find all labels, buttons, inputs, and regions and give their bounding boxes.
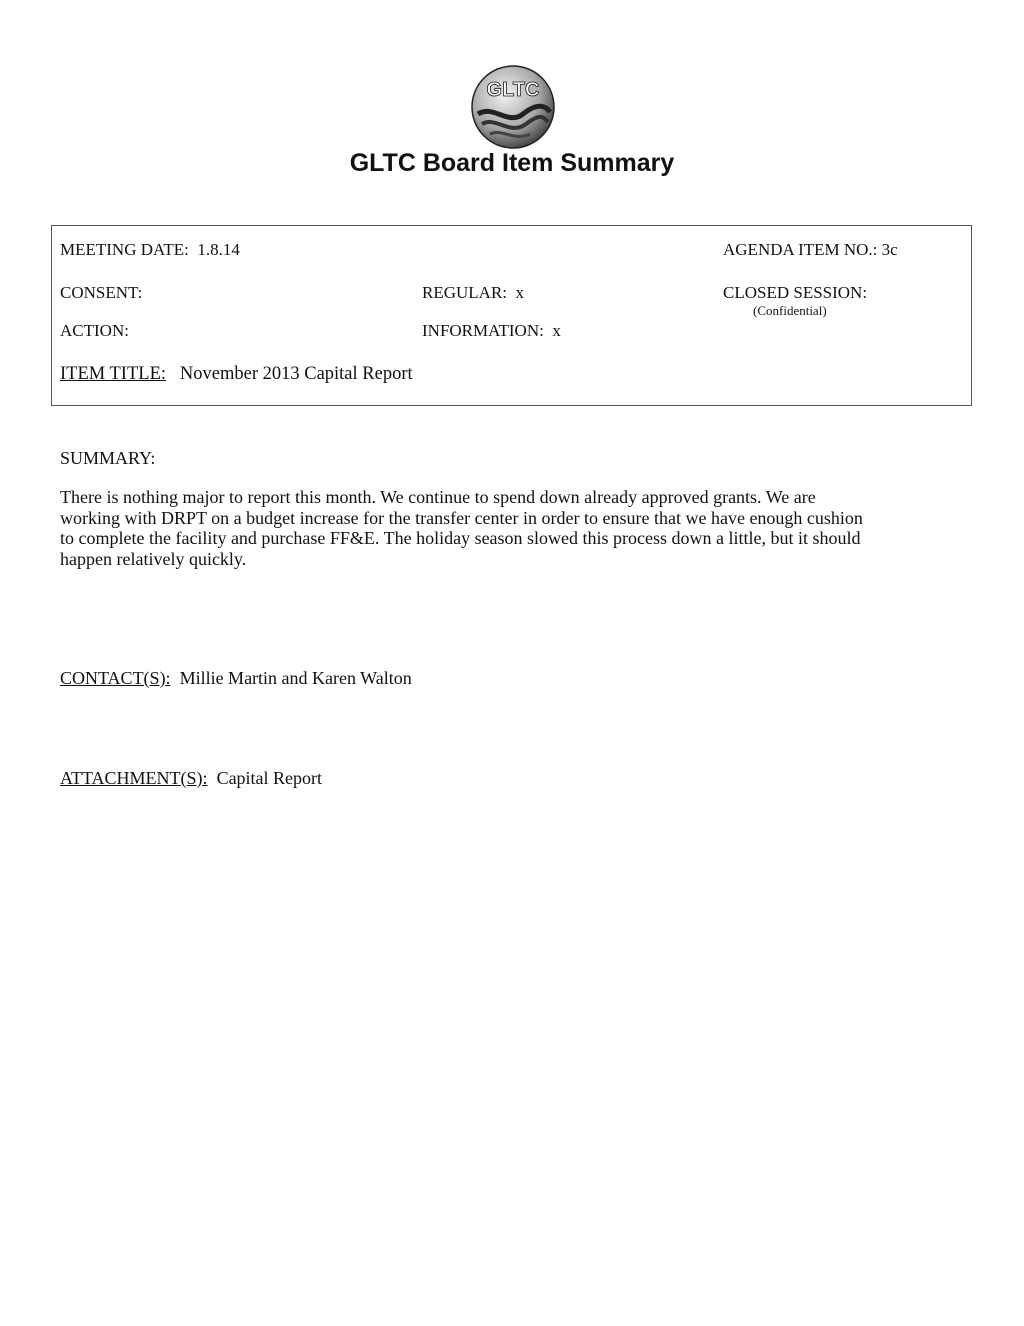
meeting-date-label: MEETING DATE: [60, 240, 189, 259]
agenda-item [723, 239, 898, 261]
attachments [60, 767, 322, 789]
action-field [60, 320, 129, 342]
consent-field [60, 282, 142, 304]
regular-label: REGULAR: [422, 283, 507, 302]
contacts-label: CONTACT(S): [60, 668, 171, 688]
summary-label: SUMMARY: [60, 448, 156, 468]
attachments-label: ATTACHMENT(S): [60, 768, 208, 788]
item-title [60, 363, 413, 385]
document-title: GLTC Board Item Summary [349, 149, 675, 177]
meeting-date [60, 239, 240, 261]
regular-field [422, 282, 524, 304]
summary-line: happen relatively quickly. [60, 548, 247, 569]
closed-session-note: (Confidential) [753, 303, 827, 318]
information-field [422, 320, 561, 342]
regular-value: x [515, 283, 524, 302]
agenda-item-value: 3c [881, 240, 898, 259]
summary-line: There is nothing major to report this month. We continue to spend down already approved grants. We are [60, 487, 816, 507]
item-title-value: November 2013 Capital Report [179, 364, 413, 384]
attachments-value: Capital Report [216, 768, 323, 788]
gltc-logo-icon [468, 64, 558, 150]
item-title-label: ITEM TITLE: [60, 364, 167, 384]
action-label: ACTION: [60, 321, 129, 340]
logo-text: GLTC [486, 79, 540, 101]
summary-line: to complete the facility and purchase FF&E. The holiday season slowed this process down a little, but it should [60, 528, 861, 548]
summary-text [60, 487, 964, 569]
information-value: x [552, 321, 561, 340]
meeting-date-value: 1.8.14 [197, 240, 240, 259]
agenda-item-label: AGENDA ITEM NO.: [723, 240, 878, 259]
closed-session-label: CLOSED SESSION: [723, 283, 868, 302]
contacts [60, 667, 412, 689]
contacts-value: Millie Martin and Karen Walton [179, 668, 412, 688]
consent-label: CONSENT: [60, 283, 143, 302]
information-label: INFORMATION: [422, 321, 544, 340]
gltc-logo [468, 64, 558, 150]
summary-line: working with DRPT on a budget increase for the transfer center in order to ensure that we have enough cushion [60, 507, 863, 528]
